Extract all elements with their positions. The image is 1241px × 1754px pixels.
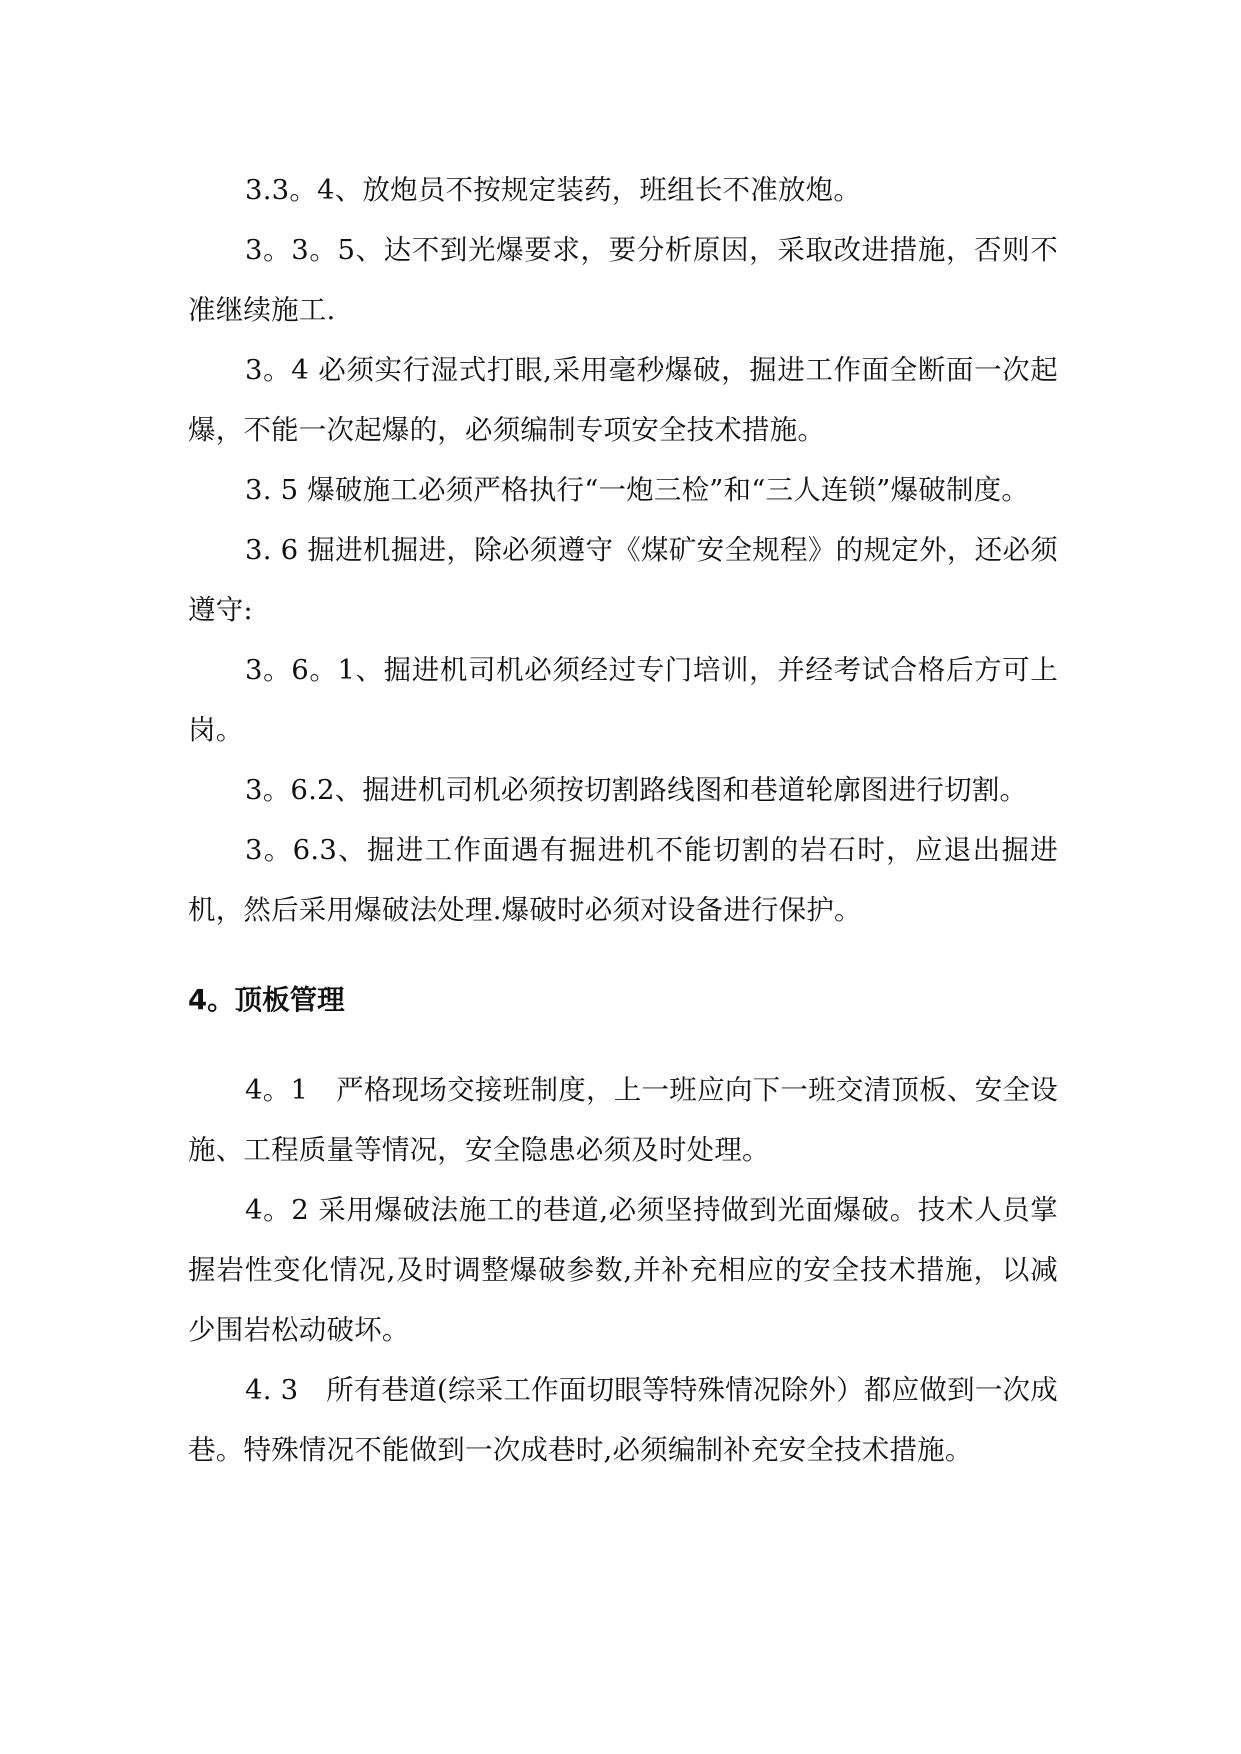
paragraph-3-6-2: 3。6.2、掘进机司机必须按切割路线图和巷道轮廓图进行切割。 bbox=[245, 774, 1028, 806]
paragraph-3-3-5: 3。3。5、达不到光爆要求，要分析原因，采取改进措施，否则不准继续施工. bbox=[188, 234, 1058, 326]
section-heading-roof-management: 4。顶板管理 bbox=[188, 984, 345, 1016]
paragraph-4-2: 4。2 采用爆破法施工的巷道,必须坚持做到光面爆破。技术人员掌握岩性变化情况,及时调整爆破参数,并补充相应的安全技术措施，以减少围岩松动破坏。 bbox=[188, 1194, 1058, 1346]
paragraph-3-6-1: 3。6。1、掘进机司机必须经过专门培训，并经考试合格后方可上岗。 bbox=[188, 654, 1058, 746]
paragraph-3-5: 3. 5 爆破施工必须严格执行“一炮三检”和“三人连锁”爆破制度。 bbox=[245, 474, 1030, 506]
paragraph-3-6-3: 3。6.3、掘进工作面遇有掘进机不能切割的岩石时，应退出掘进机，然后采用爆破法处理.爆破时必须对设备进行保护。 bbox=[188, 834, 1058, 926]
paragraph-3-4: 3。4 必须实行湿式打眼,采用毫秒爆破，掘进工作面全断面一次起爆，不能一次起爆的，必须编制专项安全技术措施。 bbox=[188, 354, 1058, 446]
paragraph-4-3: 4. 3 所有巷道(综采工作面切眼等特殊情况除外）都应做到一次成巷。特殊情况不能做到一次成巷时,必须编制补充安全技术措施。 bbox=[188, 1374, 1058, 1466]
paragraph-3-3-4: 3.3。4、放炮员不按规定装药，班组长不准放炮。 bbox=[245, 174, 862, 206]
document-body bbox=[188, 160, 1058, 1480]
paragraph-3-6: 3. 6 掘进机掘进，除必须遵守《煤矿安全规程》的规定外，还必须遵守: bbox=[188, 534, 1058, 626]
paragraph-4-1: 4。1 严格现场交接班制度，上一班应向下一班交清顶板、安全设施、工程质量等情况，安全隐患必须及时处理。 bbox=[188, 1074, 1058, 1166]
